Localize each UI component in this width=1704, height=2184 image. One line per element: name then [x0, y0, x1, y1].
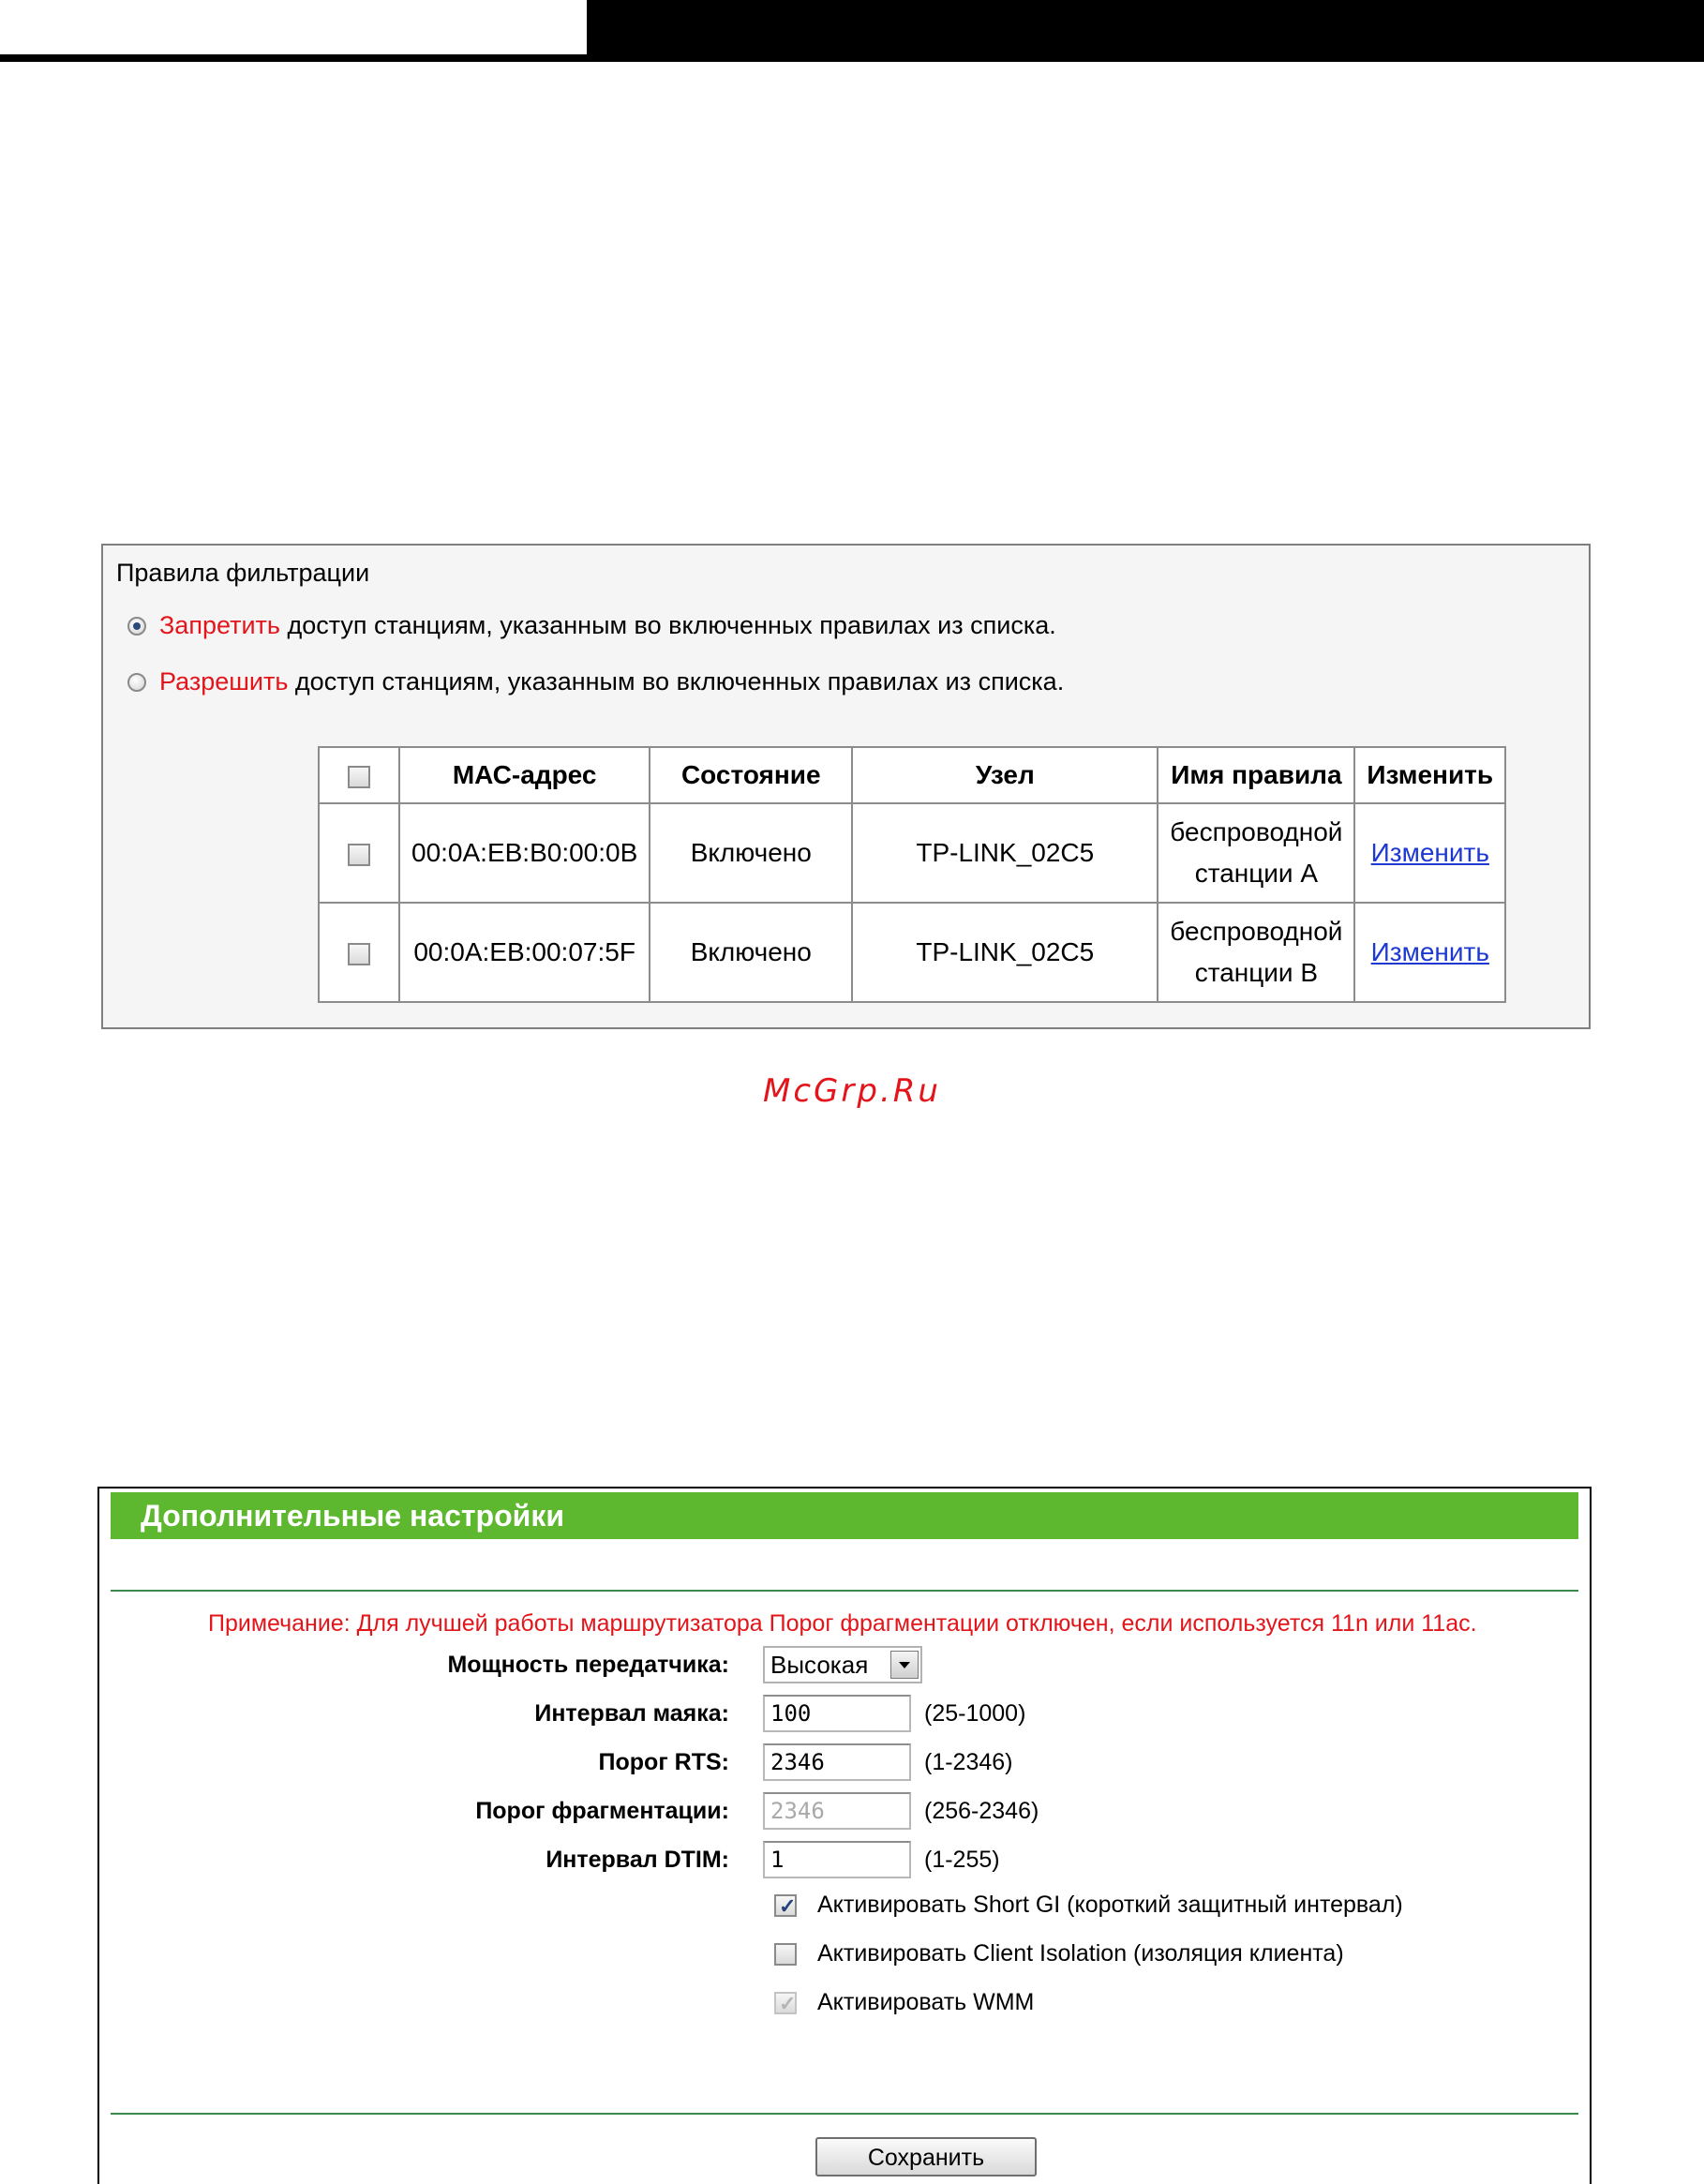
deny-label-prefix: Запретить [159, 611, 280, 639]
rts-threshold-label: Порог RTS: [598, 1749, 729, 1775]
col-header-mac: МАС-адрес [399, 747, 650, 803]
filter-rules-panel [101, 544, 1591, 1029]
short-gi-checkbox[interactable] [774, 1894, 797, 1917]
status-cell: Включено [650, 903, 852, 1002]
dtim-interval-input[interactable]: 1 [763, 1841, 911, 1878]
short-gi-label: Активировать Short GI (короткий защитный интервал) [817, 1892, 1403, 1918]
edit-link[interactable]: Изменить [1370, 838, 1489, 867]
table-header-row [319, 747, 1505, 803]
rule-name-line2: станции В [1194, 958, 1319, 987]
deny-radio[interactable] [127, 617, 146, 636]
col-header-edit: Изменить [1354, 747, 1505, 803]
wmm-checkbox [774, 1992, 797, 2014]
fragmentation-threshold-input: 2346 [763, 1792, 911, 1830]
edit-cell [1354, 803, 1505, 903]
mac-cell: 00:0A:EB:00:07:5F [399, 903, 650, 1002]
row-checkbox[interactable] [348, 943, 370, 965]
allow-option[interactable] [127, 667, 1064, 696]
tx-power-select[interactable] [763, 1646, 922, 1683]
select-all-checkbox[interactable] [348, 766, 370, 788]
table-row [319, 903, 1505, 1002]
row-checkbox[interactable] [348, 844, 370, 866]
client-isolation-option[interactable] [774, 1940, 1344, 1967]
rule-name-line1: беспроводной [1170, 817, 1343, 846]
short-gi-option[interactable] [774, 1892, 1403, 1919]
client-isolation-checkbox[interactable] [774, 1943, 797, 1966]
mac-cell: 00:0A:EB:B0:00:0B [399, 803, 650, 903]
filter-rules-title: Правила фильтрации [116, 559, 370, 587]
advanced-settings-panel [97, 1487, 1592, 2184]
save-button[interactable]: Сохранить [815, 2137, 1037, 2177]
node-cell: TP-LINK_02C5 [852, 903, 1158, 1002]
beacon-interval-label: Интервал маяка: [534, 1700, 729, 1727]
allow-label-prefix: Разрешить [159, 667, 289, 696]
allow-radio[interactable] [127, 673, 146, 692]
bottom-divider [111, 2113, 1578, 2115]
deny-label-text: доступ станциям, указанным во включенных правилах из списка. [279, 611, 1056, 639]
row-select-cell [319, 903, 399, 1002]
chevron-down-icon[interactable] [890, 1651, 919, 1679]
rule-name-cell [1158, 903, 1354, 1002]
wmm-option [774, 1989, 1034, 2016]
dtim-interval-range: (1-255) [924, 1847, 1000, 1873]
rules-table [318, 746, 1506, 1003]
fragmentation-threshold-label: Порог фрагментации: [475, 1798, 729, 1824]
edit-link[interactable]: Изменить [1370, 937, 1489, 966]
rule-name-line1: беспроводной [1170, 917, 1343, 946]
header-underline [0, 54, 587, 62]
edit-cell [1354, 903, 1505, 1002]
col-header-status: Состояние [650, 747, 852, 803]
header-left-bar [0, 0, 587, 54]
wmm-label: Активировать WMM [817, 1989, 1035, 2015]
col-header-rule-name: Имя правила [1158, 747, 1354, 803]
beacon-interval-range: (25-1000) [924, 1700, 1026, 1727]
labels-column [99, 1488, 729, 2184]
fragmentation-threshold-range: (256-2346) [924, 1798, 1039, 1824]
tx-power-label: Мощность передатчика: [447, 1652, 729, 1678]
rts-threshold-range: (1-2346) [924, 1749, 1013, 1775]
rule-name-line2: станции А [1194, 859, 1319, 888]
tx-power-value: Высокая [770, 1651, 869, 1679]
fragmentation-note: Примечание: Для лучшей работы маршрутизатора Порог фрагментации отключен, если используется 11n или 11ac. [208, 1610, 1477, 1637]
allow-label-text: доступ станциям, указанным во включенных правилах из списка. [288, 667, 1065, 696]
row-select-cell [319, 803, 399, 903]
dtim-interval-label: Интервал DTIM: [546, 1847, 729, 1873]
status-cell: Включено [650, 803, 852, 903]
beacon-interval-input[interactable]: 100 [763, 1695, 911, 1732]
select-all-cell [319, 747, 399, 803]
deny-option[interactable] [127, 611, 1056, 640]
rts-threshold-input[interactable]: 2346 [763, 1743, 911, 1781]
checkmark-icon: ✓ [779, 1991, 797, 2015]
header-black-bar [587, 0, 1704, 62]
node-cell: TP-LINK_02C5 [852, 803, 1158, 903]
col-header-node: Узел [852, 747, 1158, 803]
watermark-text: McGrp.Ru [763, 1072, 941, 1110]
client-isolation-label: Активировать Client Isolation (изоляция клиента) [817, 1940, 1344, 1967]
advanced-settings-title: Дополнительные настройки [111, 1492, 1578, 1539]
table-row [319, 803, 1505, 903]
rule-name-cell [1158, 803, 1354, 903]
checkmark-icon: ✓ [779, 1893, 797, 1918]
